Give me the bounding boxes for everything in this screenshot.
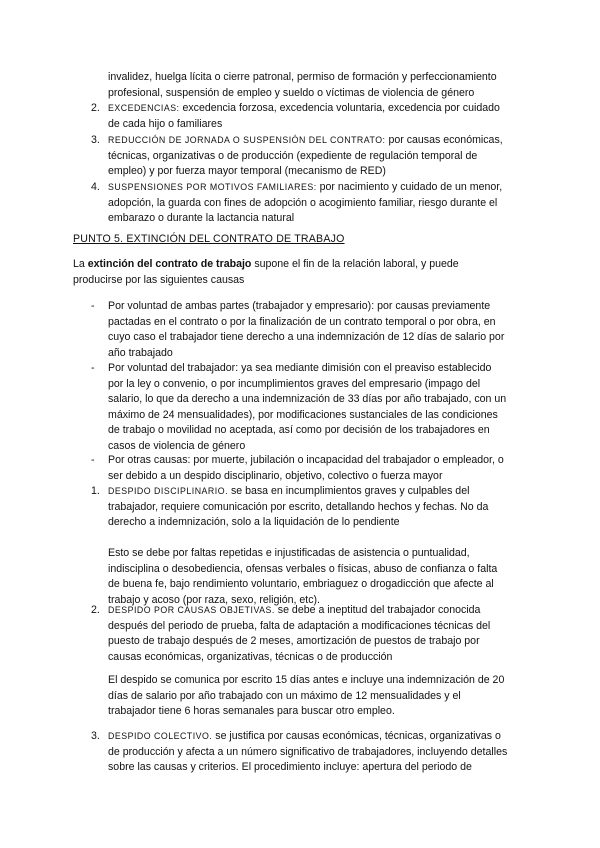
text-line: Por otras causas: por muerte, jubilación o incapacidad del trabajador o empleador, o [108,454,504,466]
item-label: SUSPENSIONES POR MOTIVOS FAMILIARES: [108,182,317,192]
list-number: 4. [91,181,100,193]
list-number: 2. [91,604,100,616]
text-line: ser debido a un despido disciplinario, objetivo, colectivo o fuerza mayor [108,469,443,482]
text-line: de producción y afecta a un número significativo de trabajadores, incluyendo detalles [108,745,508,758]
despido-causas-objetivas [108,603,490,665]
text-line: de cada hijo o familiares [108,117,223,130]
text-line: trabajo y acoso (por raza, sexo, religión, etc). [108,593,320,606]
list-item-excedencias-text [108,101,500,132]
despido-colectivo [108,729,507,776]
item-label: DESPIDO POR CAUSAS OBJETIVAS. [108,605,275,615]
bullet-dash: - [91,362,95,374]
text-line: de buena fe, bajo rendimiento voluntario, embriaguez o drogadicción que afecte al [108,578,494,591]
despido-causas-objetivas-detail [108,673,504,720]
text-line: pactadas en el contrato o por la finalización de un contrato temporal o por obra, en [108,315,496,328]
item-label: DESPIDO DISCIPLINARIO. [108,486,229,496]
intro-paragraph [73,257,459,288]
text-line: empleo) y por fuerza mayor temporal (mecanismo de RED) [108,165,386,178]
list-number: 2. [91,102,100,114]
list-number: 3. [91,134,100,146]
text-line: puesto de trabajo después de 2 meses, amortización de puestos de trabajo por [108,635,480,648]
section-heading: PUNTO 5. EXTINCIÓN DEL CONTRATO DE TRABAJO [73,233,345,245]
item-label: DESPIDO COLECTIVO. [108,731,213,741]
text-line: indisciplina o desobediencia, ofensas verbales o físicas, abuso de confianza o falta [108,562,498,575]
list-number: 3. [91,730,100,742]
item-text: se debe a ineptitud del trabajador conocida [274,604,481,616]
text-line: técnicas, organizativas o de producción (expediente de regulación temporal de [108,149,478,162]
list-item-reduccion-text [108,133,503,180]
item-text: excedencia forzosa, excedencia voluntaria, excedencia por cuidado [179,102,500,114]
text-line: derecho a indemnización, solo a la liquidación de lo pendiente [108,516,400,529]
text-line: causas económicas, organizativas, técnicas o de producción [108,650,393,663]
intro-text: supone el fin de la relación laboral, y puede [251,258,459,270]
bullet-otras-causas [108,453,504,484]
item-text: se justifica por causas económicas, técnicas, organizativas o [212,730,501,742]
item-label: EXCEDENCIAS: [108,103,180,113]
text-line: embarazo o durante la lactancia natural [108,212,295,225]
bullet-dash: - [91,454,95,466]
text-line: trabajador, requiere comunicación por escrito, detallando hechos y fechas. No da [108,500,489,513]
item-text: por nacimiento y cuidado de un menor, [316,181,503,193]
text-line: días de salario por año trabajado con un máximo de 12 mensualidades y el [108,689,461,702]
text-line: adopción, la guarda con fines de adopción o acogimiento familiar, riesgo durante el [108,196,498,209]
list-item-suspensiones-text [108,180,502,227]
item-text: se basa en incumplimientos graves y culpables del [228,485,470,497]
item-label: REDUCCIÓN DE JORNADA O SUSPENSIÓN DEL CONTRATO: [108,135,386,145]
text-line: Esto se debe por faltas repetidas e injustificadas de asistencia o puntualidad, [108,547,470,559]
text-line: después del periodo de prueba, falta de adaptación a modificaciones técnicas del [108,619,491,632]
despido-disciplinario [108,484,488,531]
intro-bold-term: extinción del contrato de trabajo [87,258,252,270]
text-line: producirse por las siguientes causas [73,273,245,286]
text-line: salario, lo que da derecho a una indemnización de 33 días por año trabajado, con un [108,393,507,406]
text-line: de trabajo o movilidad no aceptada, así como por decisión de los trabajadores en [108,424,490,437]
text-line: invalidez, huelga lícita o cierre patronal, permiso de formación y perfeccionamiento [108,71,497,83]
bullet-dash: - [91,300,95,312]
text-line: trabajador tiene 6 horas semanales para buscar otro empleo. [108,705,395,718]
despido-disciplinario-detail [108,546,497,608]
text-line: Por voluntad del trabajador: ya sea mediante dimisión con el preaviso establecido [108,362,492,374]
text-line: casos de violencia de género [108,439,246,452]
list-number: 1. [91,485,100,497]
text-line: cuyo caso el trabajador tiene derecho a una indemnización de 12 días de salario por [108,331,505,344]
intro-text: La [73,258,88,270]
text-line: máximo de 24 mensualidades), por modificaciones sustanciales de las condiciones [108,408,498,421]
text-line: año trabajado [108,346,173,359]
bullet-voluntad-trabajador [108,361,506,455]
list-item-continuation [108,70,497,101]
text-line: profesional, suspensión de empleo y sueldo o víctimas de violencia de género [108,86,475,99]
text-line: El despido se comunica por escrito 15 días antes e incluye una indemnización de 20 [108,674,505,686]
text-line: Por voluntad de ambas partes (trabajador y empresario): por causas previamente [108,300,491,312]
bullet-ambas-partes [108,299,504,361]
text-line: sobre las causas y criterios. El procedimiento incluye: apertura del periodo de [108,761,472,774]
item-text: por causas económicas, [385,134,503,146]
text-line: por la ley o convenio, o por incumplimientos graves del empresario (impago del [108,377,481,390]
